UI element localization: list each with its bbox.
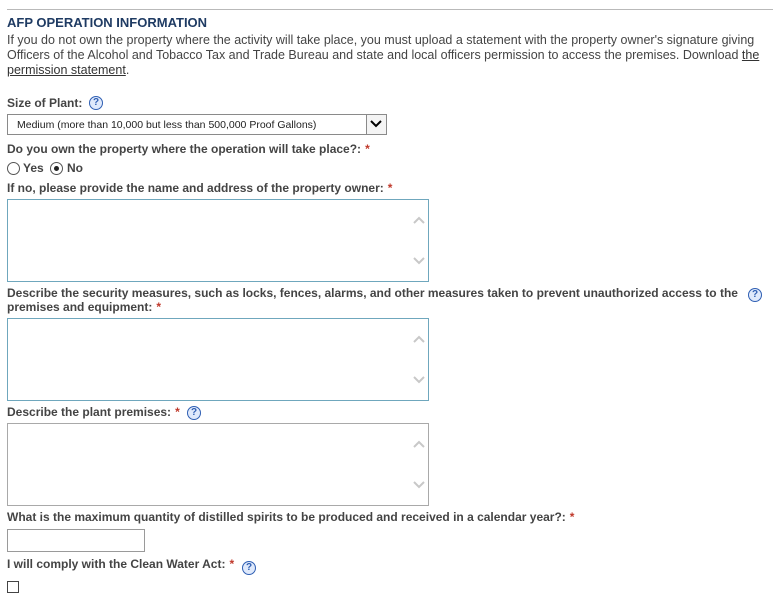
permission-statement-link[interactable]: the permission statement — [7, 48, 760, 77]
section-divider — [7, 9, 773, 10]
radio-no-label[interactable]: No — [67, 161, 83, 175]
owner-info-textarea[interactable] — [7, 199, 429, 282]
security-label-line2: premises and equipment: — [7, 300, 153, 314]
chevron-up-icon — [413, 334, 425, 344]
required-marker: * — [175, 405, 180, 419]
security-textarea[interactable] — [7, 318, 429, 401]
textarea-scrollbar[interactable] — [410, 320, 427, 399]
plant-size-label — [7, 96, 82, 110]
chevron-down-icon — [413, 256, 425, 266]
clean-water-label — [7, 557, 234, 571]
own-property-label — [7, 142, 370, 156]
plant-size-label-text: Size of Plant: — [7, 96, 83, 110]
max-quantity-label — [7, 510, 574, 524]
premises-label-text: Describe the plant premises: — [7, 405, 172, 419]
intro-end: . — [125, 63, 130, 77]
help-icon[interactable]: ? — [89, 96, 103, 110]
intro-text — [7, 33, 767, 78]
premises-textarea[interactable] — [7, 423, 429, 506]
max-quantity-label-text: What is the maximum quantity of distilled spirits to be produced and received in a calendar year?: — [7, 510, 566, 524]
plant-size-select[interactable] — [7, 114, 387, 135]
premises-label — [7, 405, 180, 419]
clean-water-label-text: I will comply with the Clean Water Act: — [7, 557, 226, 571]
help-icon[interactable]: ? — [187, 406, 201, 420]
required-marker: * — [365, 142, 370, 156]
chevron-down-icon[interactable] — [366, 115, 386, 134]
required-marker: * — [569, 510, 575, 524]
chevron-down-icon — [413, 480, 425, 490]
required-marker: * — [387, 181, 393, 195]
chevron-down-icon — [413, 375, 425, 385]
required-marker: * — [156, 300, 162, 314]
radio-no[interactable] — [50, 162, 63, 175]
chevron-up-icon — [413, 439, 425, 449]
owner-info-label — [7, 181, 392, 195]
section-title: AFP OPERATION INFORMATION — [7, 15, 208, 30]
help-icon[interactable]: ? — [242, 561, 256, 575]
radio-yes[interactable] — [7, 162, 20, 175]
help-icon[interactable]: ? — [748, 288, 762, 302]
owner-info-label-text: If no, please provide the name and address of the property owner: — [7, 181, 384, 195]
intro-body: If you do not own the property where the activity will take place, you must upload a statement with the property owner's signature giving Officers of the Alcohol and Tobacco Tax and Trade Bureau and state and local officers permission to access the premises. Download — [7, 33, 755, 62]
plant-size-selected-value: Medium (more than 10,000 but less than 500,000 Proof Gallons) — [17, 119, 317, 131]
chevron-up-icon — [413, 215, 425, 225]
max-quantity-input[interactable] — [7, 529, 145, 552]
radio-yes-label[interactable]: Yes — [23, 161, 44, 175]
clean-water-checkbox[interactable] — [7, 581, 19, 593]
required-marker: * — [229, 557, 235, 571]
security-label-line1: Describe the security measures, such as locks, fences, alarms, and other measures taken to prevent unauthorized access to the — [7, 286, 738, 300]
textarea-scrollbar[interactable] — [410, 201, 427, 280]
textarea-scrollbar[interactable] — [410, 425, 427, 504]
own-property-label-text: Do you own the property where the operation will take place?: — [7, 142, 362, 156]
security-label — [7, 286, 738, 314]
